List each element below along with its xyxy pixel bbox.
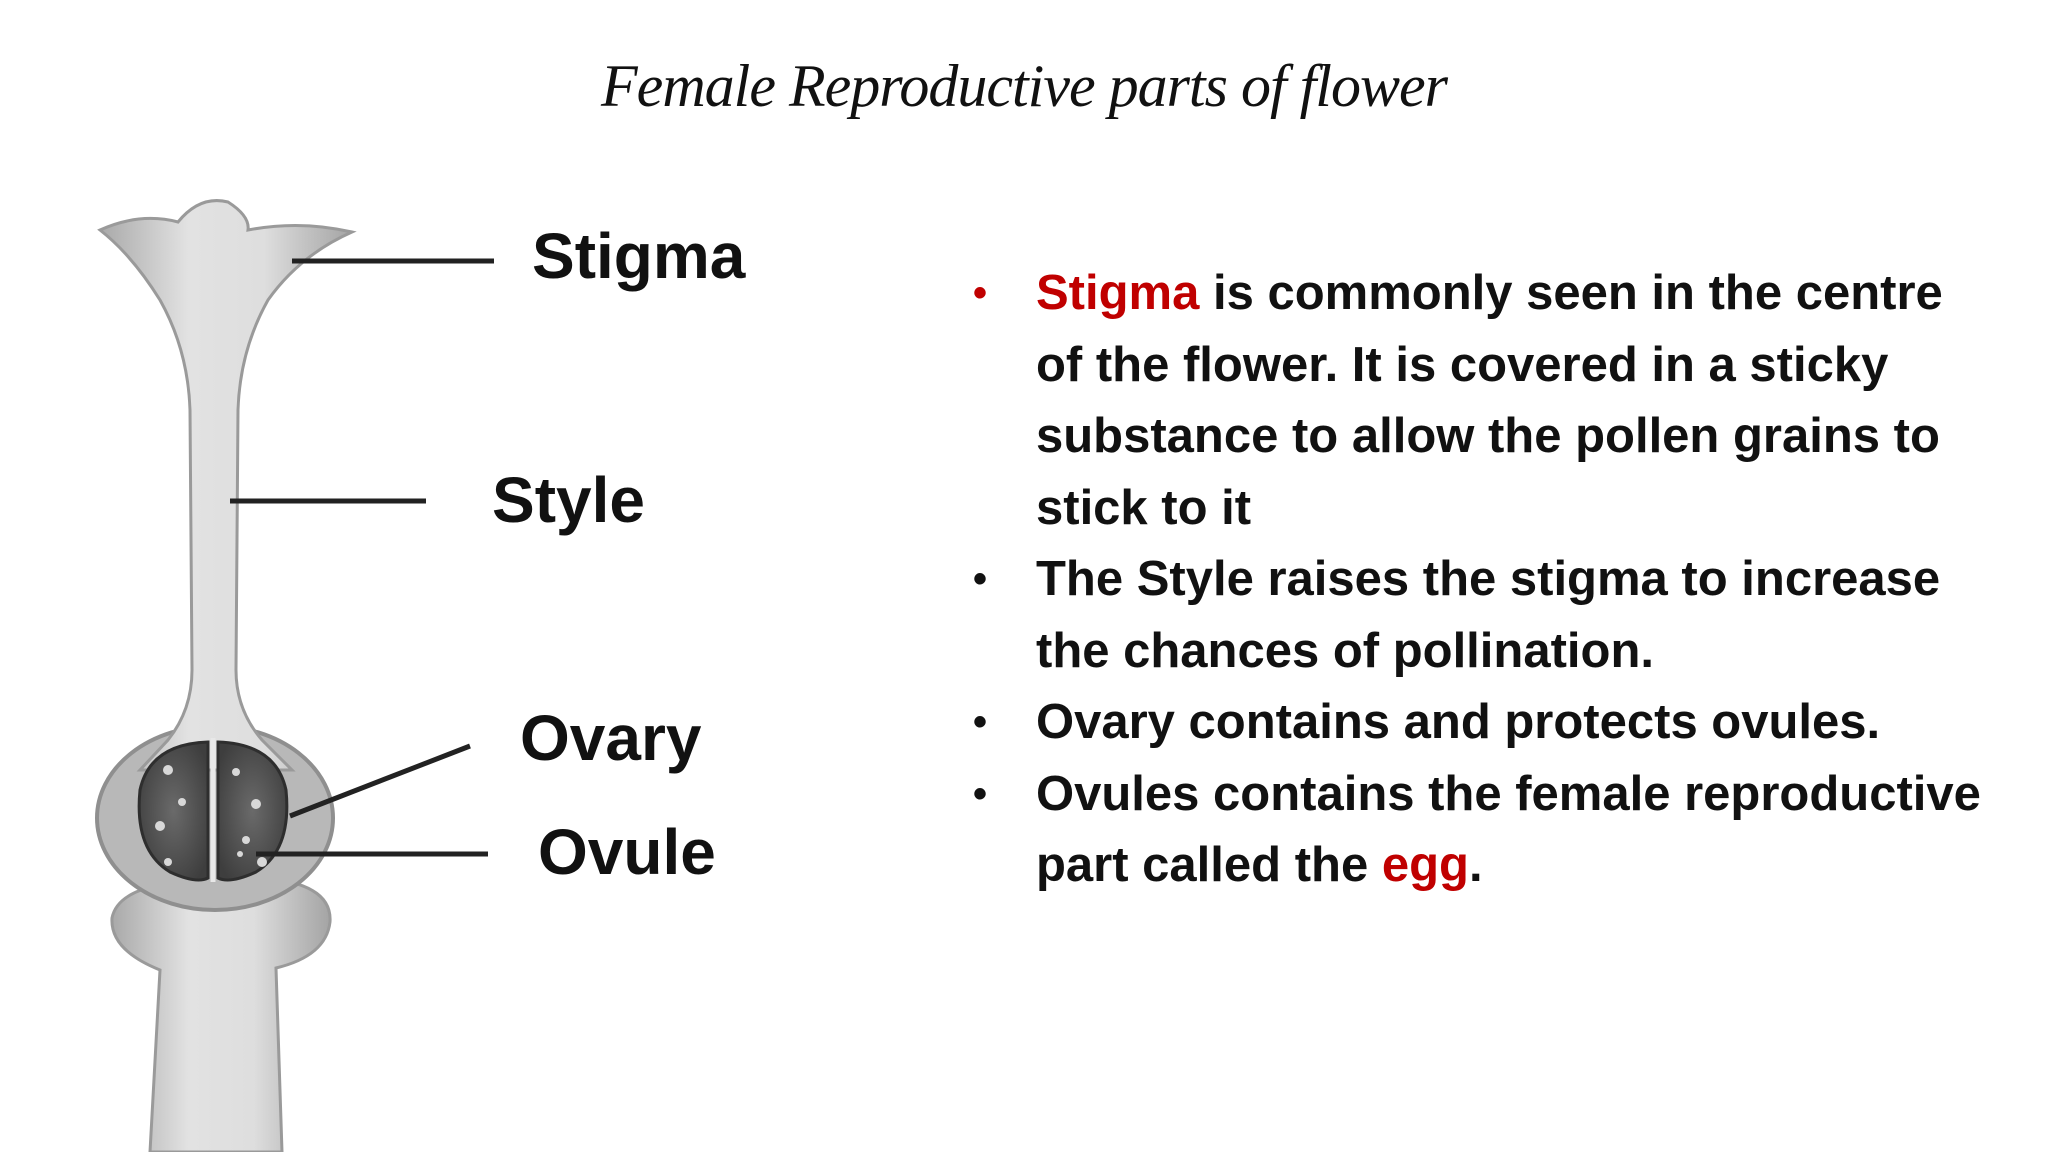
bullet-highlight: Stigma <box>1036 266 1200 320</box>
bullet-ovary <box>960 687 2000 759</box>
stigma-label: Stigma <box>532 220 746 292</box>
bullet-highlight: egg <box>1381 838 1469 892</box>
bullet-list <box>960 258 2000 902</box>
bullet-text: Ovary contains and protects ovules. <box>1036 695 1881 749</box>
bullet-tail: . <box>1468 838 1483 892</box>
ovule-label: Ovule <box>538 816 716 888</box>
style-and-stigma <box>100 201 352 770</box>
bullet-marker: • <box>972 700 987 744</box>
bullet-marker: • <box>972 557 987 601</box>
bullet-text: The Style raises the stigma to increase the chances of pollination. <box>1036 552 1941 678</box>
slide-title: Female Reproductive parts of flower <box>601 53 1447 119</box>
pistil-diagram <box>0 150 860 1152</box>
style-label: Style <box>492 464 645 536</box>
bullet-stigma <box>960 258 2000 544</box>
ovary-label: Ovary <box>520 702 702 774</box>
bullet-text: Ovules contains the female reproductive part called the <box>1036 766 1981 892</box>
pistil-illustration <box>0 150 860 1152</box>
bullet-marker: • <box>972 771 987 816</box>
bullet-text: is commonly seen in the centre of the flower. It is covered in a sticky substance to allow the pollen grains to stick to it <box>1036 266 1943 535</box>
receptacle <box>112 882 330 1152</box>
bullet-ovule <box>960 759 2000 902</box>
bullet-marker: • <box>972 271 987 315</box>
bullet-style <box>960 544 2000 687</box>
